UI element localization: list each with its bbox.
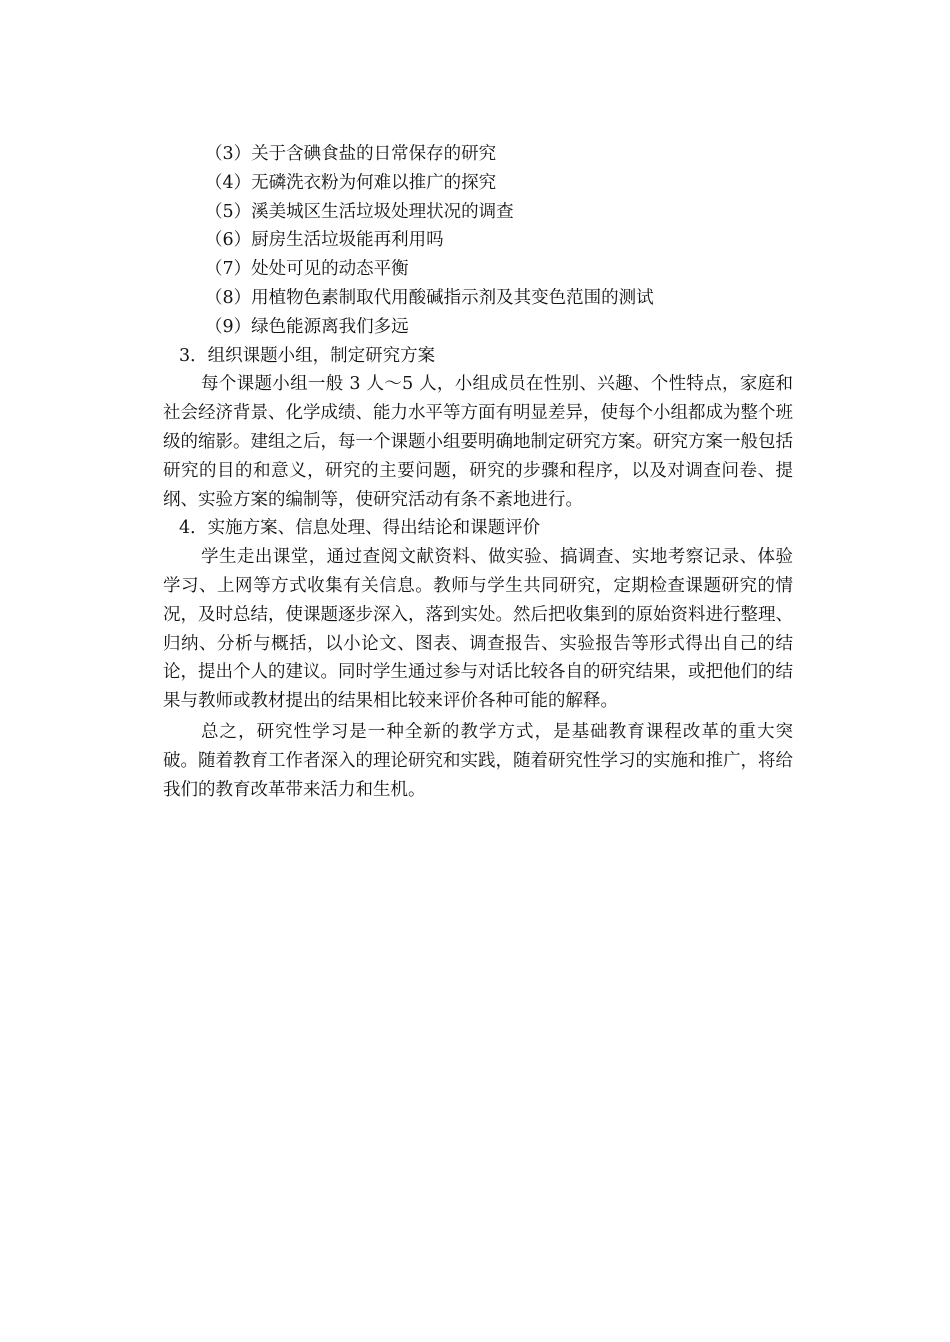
section-paragraph-3: 每个课题小组一般 3 人～5 人，小组成员在性别、兴趣、个性特点，家庭和社会经济背景、化学成绩、能力水平等方面有明显差异，使每个小组都成为整个班级的缩影。建组之后，每一个课题小组要明确地制定研究方案。研究方案一般包括研究的目的和意义，研究的主要问题，研究的步骤和程序，以及对调查问卷、提纲、实验方案的编制等，使研究活动有条不紊地进行。 xyxy=(163,374,793,510)
topic-item: （7）处处可见的动态平衡 xyxy=(205,259,409,280)
topic-item: （9）绿色能源离我们多远 xyxy=(205,316,409,337)
topic-item: （5）溪美城区生活垃圾处理状况的调查 xyxy=(205,201,514,222)
section-heading-4: 4．实施方案、信息处理、得出结论和课题评价 xyxy=(179,518,541,539)
section-paragraph-4: 学生走出课堂，通过查阅文献资料、做实验、搞调查、实地考察记录、体验学习、上网等方式收集有关信息。教师与学生共同研究，定期检查课题研究的情况，及时总结，使课题逐步深入，落到实处。然后把收集到的原始资料进行整理、归纳、分析与概括，以小论文、图表、调查报告、实验报告等形式得出自己的结论，提出个人的建议。同时学生通过参与对话比较各自的研究结果，或把他们的结果与教师或教材提出的结果相比较来评价各种可能的解释。 xyxy=(163,547,793,712)
conclusion-paragraph: 总之，研究性学习是一种全新的教学方式，是基础教育课程改革的重大突破。随着教育工作者深入的理论研究和实践，随着研究性学习的实施和推广，将给我们的教育改革带来活力和生机。 xyxy=(163,721,793,800)
document-body xyxy=(163,140,793,804)
section-heading-3: 3．组织课题小组，制定研究方案 xyxy=(179,345,436,366)
topic-item: （3）关于含碘食盐的日常保存的研究 xyxy=(205,144,497,164)
topic-item: （6）厨房生活垃圾能再利用吗 xyxy=(205,230,444,251)
topic-item: （4）无磷洗衣粉为何难以推广的探究 xyxy=(205,172,497,193)
topic-item: （8）用植物色素制取代用酸碱指示剂及其变色范围的测试 xyxy=(205,287,654,308)
